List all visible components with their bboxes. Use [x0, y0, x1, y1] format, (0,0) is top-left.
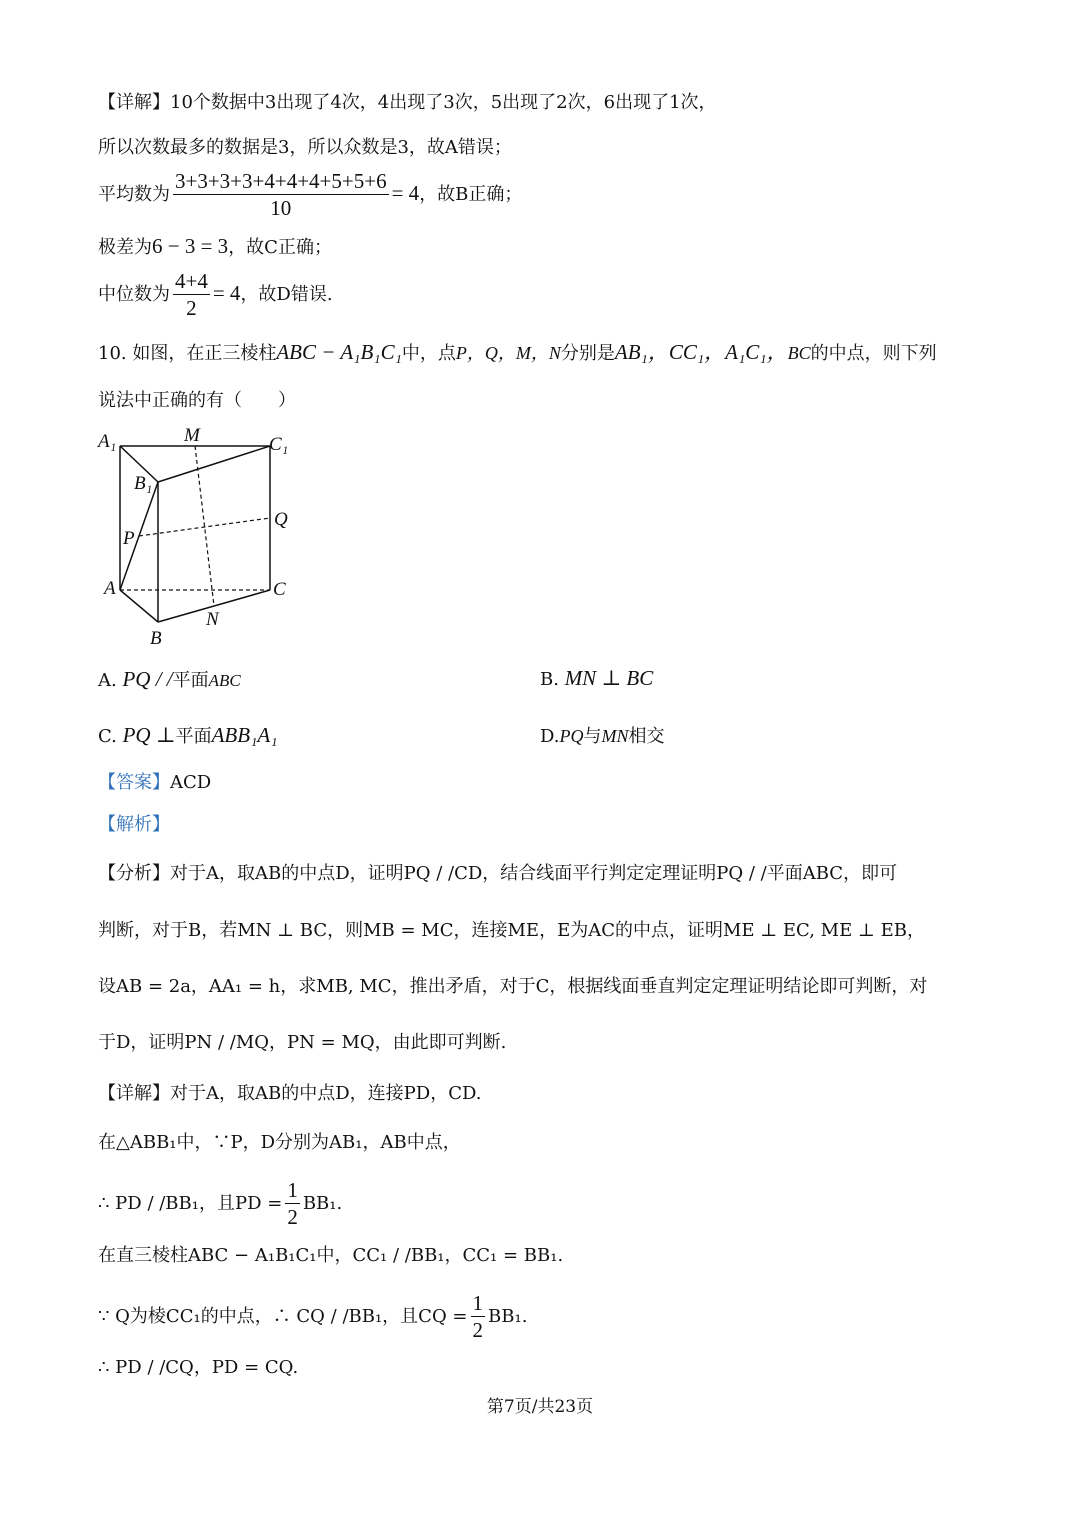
mean-fraction: [173, 168, 389, 222]
range-math: 6 − 3 = 3: [152, 234, 229, 258]
median-label: 中位数为: [98, 283, 170, 305]
range-line: [98, 234, 332, 259]
stem-end: 的中点，则下列: [810, 343, 937, 364]
label-c: C: [273, 579, 286, 600]
option-c-letter: C.: [98, 726, 117, 747]
range-conclusion: ，故C正确；: [228, 237, 332, 258]
solution-line-2: 所以次数最多的数据是3，所以众数是3，故A错误；: [98, 137, 512, 158]
answer-value: ACD: [170, 772, 212, 793]
option-a: [98, 666, 241, 692]
detail-3-fraction: [285, 1177, 300, 1231]
option-d-mn: MN: [601, 726, 629, 746]
detail-line-1: 【详解】对于A，取AB的中点D，连接PD，CD.: [98, 1083, 482, 1104]
solution-line-1: 【详解】10个数据中3出现了4次，4出现了3次，5出现了2次，6出现了1次，: [98, 92, 717, 113]
option-a-text: 平面: [172, 670, 209, 691]
label-n: N: [206, 609, 219, 630]
median-result: = 4: [212, 280, 241, 305]
mean-denominator: 10: [270, 196, 292, 221]
prism-figure: [96, 422, 306, 652]
detail-line-4: 在直三棱柱ABC − A₁B₁C₁中，CC₁ / /BB₁，CC₁ = BB₁.: [98, 1245, 564, 1266]
option-a-letter: A.: [98, 670, 117, 691]
option-b-math: MN ⊥ BC: [564, 666, 654, 690]
detail-5-post: BB₁.: [488, 1305, 528, 1327]
detail-line-5: [98, 1290, 527, 1344]
median-fraction: [173, 268, 210, 322]
detail-3-denominator: 2: [287, 1205, 298, 1230]
label-m: M: [184, 425, 200, 446]
median-conclusion: ，故D错误.: [240, 283, 333, 305]
detail-line-2: 在△ABB₁中，∵P，D分别为AB₁，AB中点，: [98, 1132, 461, 1153]
stem-mid: 中，点: [401, 343, 456, 364]
option-d-pq: PQ: [559, 726, 584, 746]
option-a-math: PQ / /: [122, 667, 173, 691]
option-c: [98, 722, 278, 748]
detail-5-fraction: [471, 1290, 486, 1344]
problem-10-stem: [98, 340, 937, 365]
answer-line: [98, 772, 211, 794]
detail-3-pre: ∴ PD / /BB₁，且PD =: [98, 1192, 283, 1214]
option-a-plane: ABC: [208, 671, 241, 690]
median-numerator: 4+4: [173, 268, 210, 295]
answer-tag: 【答案】: [98, 772, 170, 793]
page-footer: 第7页/共23页: [486, 1397, 594, 1417]
analysis-line-2: 判断，对于B，若MN ⊥ BC，则MB = MC，连接ME，E为AC的中点，证明ME ⊥ EC, ME ⊥ EB，: [98, 920, 925, 941]
detail-5-pre: ∵ Q为棱CC₁的中点，∴ CQ / /BB₁，且CQ =: [98, 1305, 468, 1327]
mean-numerator: 3+3+3+3+4+4+4+5+5+6: [173, 168, 389, 195]
mean-label: 平均数为: [98, 183, 170, 205]
label-b: B: [150, 628, 162, 649]
stem-prism: ABC − A₁B₁C₁: [276, 340, 402, 364]
label-c1: C₁: [269, 434, 289, 455]
detail-3-numerator: 1: [285, 1177, 300, 1204]
mean-result: = 4: [391, 180, 420, 205]
label-p: P: [123, 528, 135, 549]
stem-points: P，Q，M，N: [455, 343, 561, 363]
stem-intro: 10. 如图，在正三棱柱: [98, 343, 277, 364]
option-c-plane: ABB₁A₁: [211, 723, 278, 747]
option-d-with: 与: [583, 726, 602, 747]
problem-10-question: 说法中正确的有（ ）: [98, 390, 296, 411]
analysis-line-4: 于D，证明PN / /MQ，PN = MQ，由此即可判断.: [98, 1032, 507, 1053]
analysis-line-1: 【分析】对于A，取AB的中点D，证明PQ / /CD，结合线面平行判定定理证明PQ / /平面ABC，即可: [98, 863, 898, 884]
label-a: A: [104, 578, 116, 599]
median-denominator: 2: [186, 296, 197, 321]
detail-5-denominator: 2: [472, 1318, 484, 1343]
stem-respectively: 分别是: [560, 343, 615, 364]
median-line: [98, 268, 333, 322]
range-label: 极差为: [98, 237, 152, 258]
label-q: Q: [274, 509, 288, 530]
analysis-tag: 【解析】: [98, 814, 170, 835]
stem-bc: BC: [787, 343, 811, 363]
detail-5-numerator: 1: [471, 1290, 486, 1317]
option-d: [540, 722, 665, 748]
detail-3-post: BB₁.: [302, 1192, 343, 1214]
option-d-letter: D.: [540, 726, 560, 747]
stem-edges: AB₁，CC₁，A₁C₁，: [614, 340, 788, 364]
option-c-math: PQ ⊥: [122, 723, 176, 747]
detail-line-6: ∴ PD / /CQ，PD = CQ.: [98, 1357, 299, 1378]
mean-line: [98, 168, 522, 222]
label-b1: B₁: [134, 473, 153, 494]
mean-conclusion: ，故B正确；: [419, 183, 523, 205]
option-b-letter: B.: [540, 669, 559, 690]
label-a1: A₁: [98, 431, 117, 452]
option-b: [540, 666, 653, 691]
option-d-intersect: 相交: [628, 726, 665, 747]
option-c-text: 平面: [175, 726, 212, 747]
analysis-line-3: 设AB = 2a，AA₁ = h，求MB, MC，推出矛盾，对于C，根据线面垂直判定定理证明结论即可判断，对: [98, 976, 928, 997]
detail-line-3: [98, 1177, 342, 1231]
